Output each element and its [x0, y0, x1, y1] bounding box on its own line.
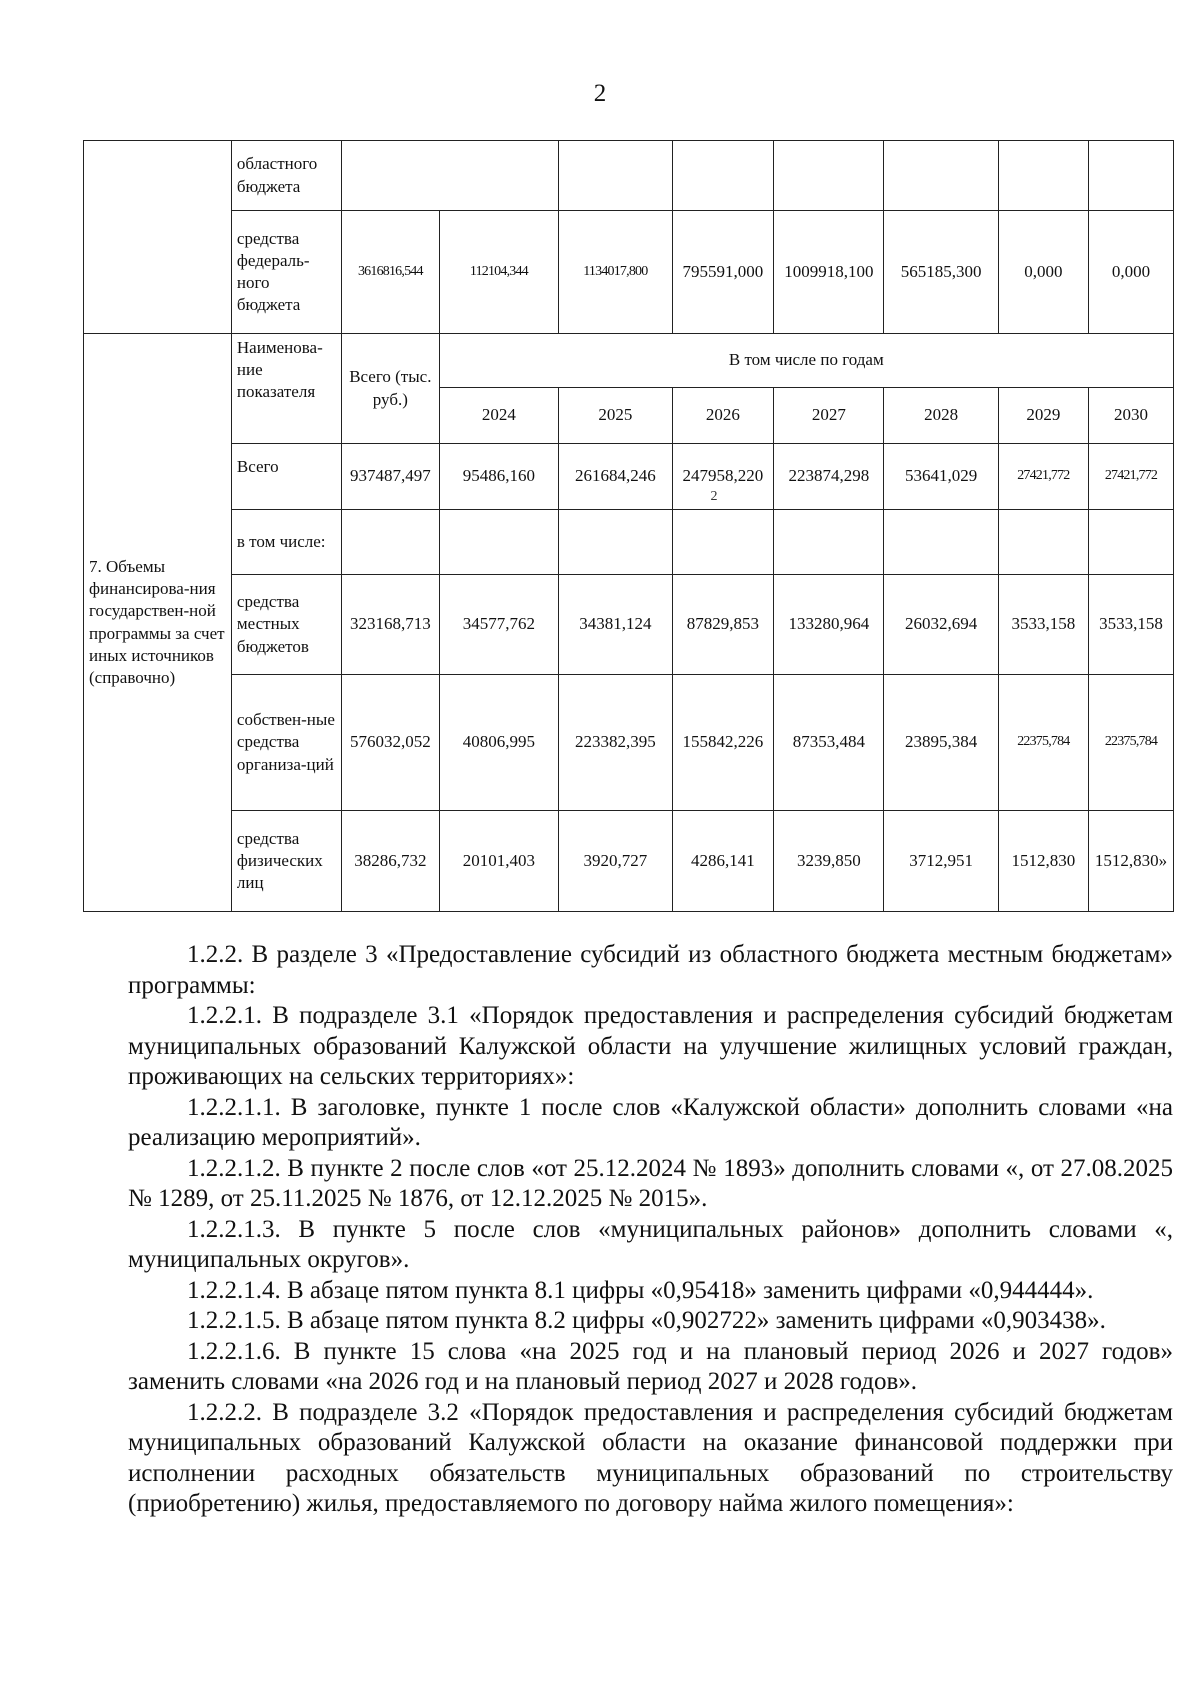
- cell-phys-2029: 1512,830: [998, 811, 1088, 912]
- table-row-including: [84, 510, 1174, 575]
- cell-federal-2028: 565185,300: [884, 211, 998, 334]
- header-by-years: В том числе по годам: [439, 334, 1173, 388]
- empty-cell: [672, 489, 774, 575]
- header-year-2030: 2030: [1088, 388, 1173, 444]
- paragraph-1-2-2-1-6: 1.2.2.1.6. В пункте 15 слова «на 2025 год и на плановый период 2026 и 2027 годов» заменить словами «на 2026 год и на плановый период 2027 и 2028 годов».: [128, 1337, 1173, 1395]
- header-year-2029: 2029: [998, 388, 1088, 444]
- paragraph-1-2-2-1-5: 1.2.2.1.5. В абзаце пятом пункта 8.2 цифры «0,902722» заменить цифрами «0,903438».: [187, 1307, 1106, 1334]
- row-label-including: в том числе:: [231, 510, 341, 575]
- cell-federal-2027: 1009918,100: [774, 211, 884, 334]
- cell-local-2028: 26032,694: [884, 575, 998, 675]
- empty-cell: [884, 141, 998, 211]
- row-label-total: Всего: [231, 444, 341, 510]
- header-year-2026: 2026: [672, 388, 774, 444]
- empty-cell: [774, 510, 884, 575]
- cell-local-2025: 34381,124: [559, 575, 672, 675]
- cell-own-2026: 155842,226: [672, 675, 774, 811]
- cell-total-2027: 223874,298: [774, 444, 884, 510]
- empty-cell: [998, 141, 1088, 211]
- paragraph-1-2-2-2: 1.2.2.2. В подразделе 3.2 «Порядок предоставления и распределения субсидий бюджетам муниципальных образований Калужской области на оказание финансовой поддержки при исполнении расходных обязательств муниципальных образований по строительству (приобретению) жилья, предоставляемого по договору найма жилого помещения»:: [128, 1398, 1173, 1517]
- cell-local-2029: 3533,158: [998, 575, 1088, 675]
- cell-federal-2026: 795591,000: [672, 211, 774, 334]
- table-header-row: [84, 334, 1174, 388]
- cell-own-2028: 23895,384: [884, 675, 998, 811]
- cell-federal-2030: 0,000: [1088, 211, 1173, 334]
- cell-own-2025: 223382,395: [559, 675, 672, 811]
- cell-phys-2024: 20101,403: [439, 811, 559, 912]
- cell-local-2024: 34577,762: [439, 575, 559, 675]
- header-indicator: Наименова-ние показателя: [231, 334, 341, 444]
- table-row-own-funds: [84, 675, 1174, 811]
- row-label-local-budgets: средства местных бюджетов: [231, 575, 341, 675]
- empty-cell: [672, 141, 774, 211]
- cell-total-total: 937487,497: [342, 444, 440, 510]
- paragraph-1-2-2-1-1: 1.2.2.1.1. В заголовке, пункте 1 после слов «Калужской области» дополнить словами «на реализацию мероприятий».: [128, 1093, 1173, 1151]
- cell-phys-2028: 3712,951: [884, 811, 998, 912]
- empty-cell: [342, 141, 559, 211]
- cell-own-2030: 22375,784: [1088, 675, 1173, 811]
- row-label-regional-budget: областного бюджета: [231, 141, 341, 211]
- paragraph-1-2-2-1-3: 1.2.2.1.3. В пункте 5 после слов «муниципальных районов» дополнить словами «, муниципальных округов».: [128, 1215, 1173, 1273]
- cell-phys-total: 38286,732: [342, 811, 440, 912]
- cell-own-2024: 40806,995: [439, 675, 559, 811]
- cell-total-2030: 27421,772: [1088, 444, 1173, 510]
- cell-total-2025: 261684,246: [559, 444, 672, 510]
- header-total: Всего (тыс. руб.): [342, 334, 440, 444]
- financing-table: [83, 140, 1174, 912]
- paragraph-1-2-2-1: 1.2.2.1. В подразделе 3.1 «Порядок предоставления и распределения субсидий бюджетам муниципальных образований Калужской области на улучшение жилищных условий граждан, проживающих на сельских территориях»:: [128, 1002, 1173, 1090]
- empty-cell: [1088, 510, 1173, 575]
- cell-federal-2024: 112104,344: [439, 211, 559, 334]
- cell-own-2027: 87353,484: [774, 675, 884, 811]
- paragraph-1-2-2-1-2: 1.2.2.1.2. В пункте 2 после слов «от 25.12.2024 № 1893» дополнить словами «, от 27.08.2025 № 1289, от 25.11.2025 № 1876, от 12.12.2025 № 2015».: [128, 1154, 1173, 1212]
- cell-own-total: 576032,052: [342, 675, 440, 811]
- table-row-regional-budget: [84, 141, 1174, 211]
- table-row-local-budgets: [84, 575, 1174, 675]
- header-year-2028: 2028: [884, 388, 998, 444]
- paragraph-1-2-2-1-4: 1.2.2.1.4. В абзаце пятом пункта 8.1 цифры «0,95418» заменить цифрами «0,944444».: [187, 1276, 1094, 1304]
- amendment-text: [128, 940, 1173, 1520]
- row-label-federal-budget: средства федераль-ного бюджета: [231, 211, 341, 334]
- cell-phys-2027: 3239,850: [774, 811, 884, 912]
- table-row-federal-budget: [84, 211, 1174, 334]
- table-row-individuals: [84, 811, 1174, 912]
- page-number: 2: [593, 80, 607, 107]
- empty-cell: [998, 510, 1088, 575]
- cell-phys-2030: 1512,830»: [1088, 811, 1173, 912]
- empty-cell: [559, 510, 672, 575]
- cell-local-total: 323168,713: [342, 575, 440, 675]
- empty-section-cell: [84, 141, 232, 334]
- cell-total-2024: 95486,160: [439, 444, 559, 510]
- cell-phys-2026: 4286,141: [672, 811, 774, 912]
- cell-total-2029: 27421,772: [998, 444, 1088, 510]
- cell-federal-2025: 1134017,800: [559, 211, 672, 334]
- empty-cell: [342, 510, 440, 575]
- empty-cell: [1088, 141, 1173, 211]
- cell-local-2030: 3533,158: [1088, 575, 1173, 675]
- cell-total-2026: 247958,220: [672, 444, 774, 510]
- empty-cell: [774, 141, 884, 211]
- table-row-total: [84, 444, 1174, 510]
- header-year-2024: 2024: [439, 388, 559, 444]
- cell-total-2028: 53641,029: [884, 444, 998, 510]
- row-label-individuals: средства физических лиц: [231, 811, 341, 912]
- section-label: 7. Объемы финансирова-ния государствен-ной программы за счет иных источников (справочно): [84, 334, 232, 912]
- cell-phys-2025: 3920,727: [559, 811, 672, 912]
- row-label-own-funds: собствен-ные средства организа-ций: [231, 675, 341, 811]
- empty-cell: [884, 510, 998, 575]
- cell-local-2027: 133280,964: [774, 575, 884, 675]
- cell-own-2029: 22375,784: [998, 675, 1088, 811]
- cell-federal-total: 3616816,544: [342, 211, 440, 334]
- header-year-2027: 2027: [774, 388, 884, 444]
- paragraph-1-2-2: 1.2.2. В разделе 3 «Предоставление субсидий из областного бюджета местным бюджетам» программы:: [128, 941, 1173, 999]
- cell-local-2026: 87829,853: [672, 575, 774, 675]
- header-year-2025: 2025: [559, 388, 672, 444]
- stray-mark: 2: [710, 489, 718, 504]
- cell-federal-2029: 0,000: [998, 211, 1088, 334]
- empty-cell: [439, 510, 559, 575]
- empty-cell: [559, 141, 672, 211]
